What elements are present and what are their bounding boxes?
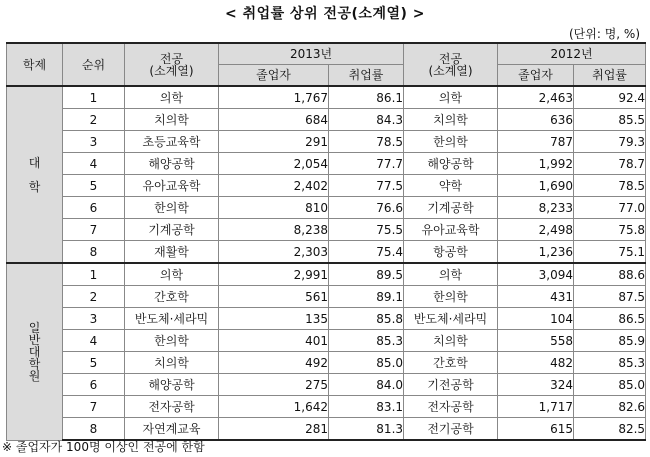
cell-major-2012: 한의학	[404, 286, 498, 308]
cell-major-2013: 자연계교육	[125, 418, 219, 441]
cell-rate-2013: 85.3	[329, 330, 404, 352]
cell-school-type: 일 반 대 학 원	[7, 263, 63, 440]
cell-major-2012: 반도체·세라믹	[404, 308, 498, 330]
cell-graduates-2012: 3,094	[498, 263, 574, 286]
table-row	[7, 263, 646, 286]
cell-rate-2013: 77.7	[329, 153, 404, 175]
cell-graduates-2013: 275	[219, 374, 329, 396]
cell-graduates-2013: 810	[219, 197, 329, 219]
table-row	[7, 241, 646, 264]
cell-rate-2012: 85.0	[574, 374, 646, 396]
header-rate-2012: 취업률	[574, 65, 646, 87]
cell-graduates-2012: 636	[498, 109, 574, 131]
cell-graduates-2012: 1,717	[498, 396, 574, 418]
cell-major-2013: 유아교육학	[125, 175, 219, 197]
cell-rate-2012: 87.5	[574, 286, 646, 308]
table-row	[7, 374, 646, 396]
cell-graduates-2012: 324	[498, 374, 574, 396]
employment-rate-table	[6, 42, 646, 441]
table-row	[7, 308, 646, 330]
cell-major-2013: 의학	[125, 263, 219, 286]
cell-rank: 4	[63, 153, 125, 175]
cell-rate-2013: 78.5	[329, 131, 404, 153]
table-header	[7, 43, 646, 86]
cell-rank: 6	[63, 197, 125, 219]
header-graduates-2013: 졸업자	[219, 65, 329, 87]
cell-rate-2012: 77.0	[574, 197, 646, 219]
table-row	[7, 131, 646, 153]
cell-graduates-2013: 1,767	[219, 86, 329, 109]
cell-rank: 6	[63, 374, 125, 396]
cell-major-2013: 반도체·세라믹	[125, 308, 219, 330]
cell-rate-2012: 92.4	[574, 86, 646, 109]
cell-rank: 5	[63, 352, 125, 374]
cell-major-2012: 해양공학	[404, 153, 498, 175]
cell-rate-2013: 81.3	[329, 418, 404, 441]
cell-major-2012: 전기공학	[404, 418, 498, 441]
cell-graduates-2013: 2,303	[219, 241, 329, 264]
cell-major-2012: 약학	[404, 175, 498, 197]
cell-graduates-2013: 561	[219, 286, 329, 308]
cell-graduates-2013: 2,054	[219, 153, 329, 175]
header-year-2013: 2013년	[219, 43, 404, 65]
cell-rate-2013: 86.1	[329, 86, 404, 109]
cell-rank: 8	[63, 241, 125, 264]
cell-rate-2013: 85.8	[329, 308, 404, 330]
cell-rate-2012: 86.5	[574, 308, 646, 330]
header-major-sub-label: (소계열)	[428, 63, 473, 78]
header-year-2012: 2012년	[498, 43, 646, 65]
cell-major-2012: 의학	[404, 263, 498, 286]
page-title: < 취업률 상위 전공(소계열) >	[225, 6, 425, 22]
header-major-sub-label: (소계열)	[149, 63, 194, 78]
table-row	[7, 153, 646, 175]
cell-rate-2012: 78.7	[574, 153, 646, 175]
cell-major-2012: 기전공학	[404, 374, 498, 396]
header-major-2012	[404, 43, 498, 86]
cell-rate-2012: 85.5	[574, 109, 646, 131]
cell-graduates-2012: 482	[498, 352, 574, 374]
cell-graduates-2012: 558	[498, 330, 574, 352]
cell-graduates-2012: 431	[498, 286, 574, 308]
unit-label: (단위: 명, %)	[568, 27, 640, 41]
cell-major-2013: 한의학	[125, 330, 219, 352]
cell-graduates-2012: 615	[498, 418, 574, 441]
cell-graduates-2013: 2,402	[219, 175, 329, 197]
cell-graduates-2012: 1,690	[498, 175, 574, 197]
table-row	[7, 330, 646, 352]
cell-major-2013: 초등교육학	[125, 131, 219, 153]
cell-major-2012: 치의학	[404, 330, 498, 352]
cell-rank: 2	[63, 109, 125, 131]
cell-major-2013: 치의학	[125, 109, 219, 131]
cell-graduates-2012: 104	[498, 308, 574, 330]
cell-major-2012: 항공학	[404, 241, 498, 264]
cell-major-2012: 한의학	[404, 131, 498, 153]
header-major-label: 전공	[159, 51, 184, 66]
cell-graduates-2013: 8,238	[219, 219, 329, 241]
cell-rate-2013: 77.5	[329, 175, 404, 197]
cell-rate-2012: 85.3	[574, 352, 646, 374]
table-row	[7, 418, 646, 441]
cell-rate-2012: 82.6	[574, 396, 646, 418]
cell-graduates-2012: 8,233	[498, 197, 574, 219]
cell-graduates-2013: 291	[219, 131, 329, 153]
cell-rate-2013: 83.1	[329, 396, 404, 418]
cell-major-2013: 간호학	[125, 286, 219, 308]
cell-rank: 1	[63, 263, 125, 286]
table-body	[7, 86, 646, 440]
cell-major-2013: 해양공학	[125, 374, 219, 396]
cell-graduates-2013: 684	[219, 109, 329, 131]
header-rank: 순위	[63, 43, 125, 86]
header-graduates-2012: 졸업자	[498, 65, 574, 87]
cell-major-2013: 기계공학	[125, 219, 219, 241]
table-row	[7, 175, 646, 197]
cell-graduates-2013: 401	[219, 330, 329, 352]
cell-rate-2013: 84.0	[329, 374, 404, 396]
cell-school-type: 대 학	[7, 86, 63, 263]
cell-rate-2013: 75.5	[329, 219, 404, 241]
cell-rank: 7	[63, 219, 125, 241]
cell-rank: 3	[63, 131, 125, 153]
cell-rate-2012: 78.5	[574, 175, 646, 197]
cell-rate-2012: 82.5	[574, 418, 646, 441]
cell-rank: 8	[63, 418, 125, 441]
cell-rate-2013: 89.5	[329, 263, 404, 286]
cell-major-2013: 재활학	[125, 241, 219, 264]
header-rate-2013: 취업률	[329, 65, 404, 87]
cell-rate-2013: 85.0	[329, 352, 404, 374]
cell-major-2013: 해양공학	[125, 153, 219, 175]
table-row	[7, 86, 646, 109]
cell-major-2012: 기계공학	[404, 197, 498, 219]
cell-graduates-2013: 492	[219, 352, 329, 374]
header-school-type: 학제	[7, 43, 63, 86]
cell-graduates-2012: 1,992	[498, 153, 574, 175]
cell-graduates-2013: 1,642	[219, 396, 329, 418]
cell-rate-2012: 75.1	[574, 241, 646, 264]
cell-major-2012: 치의학	[404, 109, 498, 131]
cell-graduates-2013: 135	[219, 308, 329, 330]
table-row	[7, 286, 646, 308]
cell-graduates-2012: 1,236	[498, 241, 574, 264]
cell-rank: 4	[63, 330, 125, 352]
cell-graduates-2012: 787	[498, 131, 574, 153]
table-row	[7, 352, 646, 374]
cell-graduates-2012: 2,498	[498, 219, 574, 241]
cell-rank: 5	[63, 175, 125, 197]
table-row	[7, 219, 646, 241]
cell-rate-2012: 79.3	[574, 131, 646, 153]
cell-rate-2013: 76.6	[329, 197, 404, 219]
cell-major-2012: 의학	[404, 86, 498, 109]
footnote: ※ 졸업자가 100명 이상인 전공에 한함	[2, 440, 205, 454]
cell-graduates-2012: 2,463	[498, 86, 574, 109]
cell-rate-2013: 89.1	[329, 286, 404, 308]
cell-major-2012: 간호학	[404, 352, 498, 374]
cell-rank: 1	[63, 86, 125, 109]
table-row	[7, 109, 646, 131]
cell-major-2013: 의학	[125, 86, 219, 109]
cell-rank: 7	[63, 396, 125, 418]
cell-rate-2013: 84.3	[329, 109, 404, 131]
cell-major-2013: 전자공학	[125, 396, 219, 418]
cell-rate-2012: 85.9	[574, 330, 646, 352]
table-row	[7, 197, 646, 219]
cell-rank: 3	[63, 308, 125, 330]
table-row	[7, 396, 646, 418]
cell-graduates-2013: 281	[219, 418, 329, 441]
cell-rate-2013: 75.4	[329, 241, 404, 264]
cell-rate-2012: 75.8	[574, 219, 646, 241]
cell-major-2012: 유아교육학	[404, 219, 498, 241]
cell-major-2013: 치의학	[125, 352, 219, 374]
cell-major-2012: 전자공학	[404, 396, 498, 418]
header-major-2013	[125, 43, 219, 86]
header-major-label: 전공	[438, 51, 463, 66]
cell-major-2013: 한의학	[125, 197, 219, 219]
cell-rank: 2	[63, 286, 125, 308]
cell-rate-2012: 88.6	[574, 263, 646, 286]
cell-graduates-2013: 2,991	[219, 263, 329, 286]
